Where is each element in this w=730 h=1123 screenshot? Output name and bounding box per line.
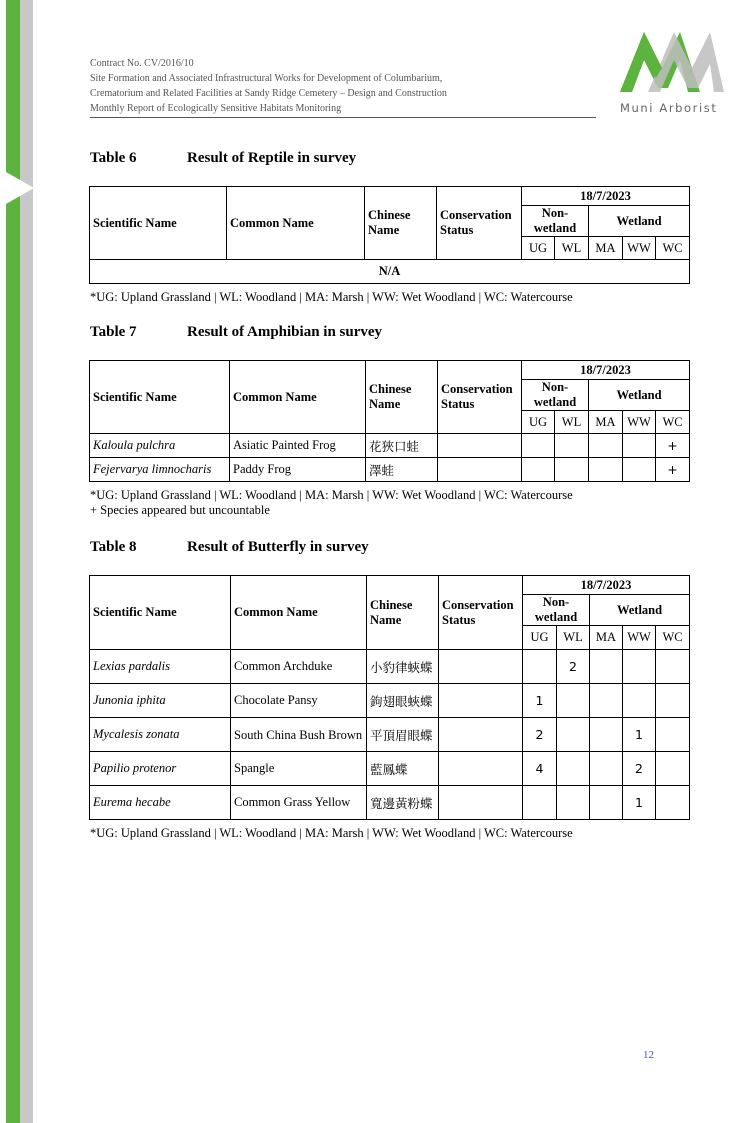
count-ma-cell <box>589 434 623 458</box>
count-ug-cell <box>523 650 557 684</box>
table-8-caption <box>90 539 369 556</box>
butterfly-table <box>89 575 690 820</box>
col-common-name: Common Name <box>230 361 366 434</box>
col-survey-date: 18/7/2023 <box>522 187 690 206</box>
scientific-name-cell: Fejervarya limnocharis <box>90 458 230 482</box>
count-wc-cell <box>656 650 690 684</box>
common-name-cell: Paddy Frog <box>230 458 366 482</box>
no-records-cell: N/A <box>90 260 690 284</box>
col-survey-date: 18/7/2023 <box>522 361 690 380</box>
count-wl-cell <box>555 434 589 458</box>
count-ww-cell: 1 <box>623 718 656 752</box>
conservation-status-cell <box>439 752 523 786</box>
table-6-number: Table 6 <box>90 150 137 166</box>
left-green-stripe <box>6 0 20 1123</box>
col-wl: WL <box>555 411 589 434</box>
count-wl-cell <box>557 752 590 786</box>
reptile-table <box>89 186 690 284</box>
scientific-name-cell: Junonia iphita <box>90 684 231 718</box>
common-name-cell: Common Grass Yellow <box>231 786 367 820</box>
count-ug-cell: 4 <box>523 752 557 786</box>
chinese-name-cell: 小豹律蛺蝶 <box>367 650 439 684</box>
col-scientific-name: Scientific Name <box>90 361 230 434</box>
scientific-name-cell: Eurema hecabe <box>90 786 231 820</box>
col-ma: MA <box>590 626 623 650</box>
col-wl: WL <box>555 237 589 260</box>
col-scientific-name: Scientific Name <box>90 187 227 260</box>
col-conservation-status: Conservation Status <box>438 361 522 434</box>
count-ma-cell <box>590 684 623 718</box>
report-title: Monthly Report of Ecologically Sensitive Habitats Monitoring <box>90 103 342 114</box>
count-wc-cell <box>656 718 690 752</box>
col-non-wetland: Non-wetland <box>523 595 590 626</box>
col-ug: UG <box>522 237 555 260</box>
count-wl-cell <box>557 786 590 820</box>
chinese-name-cell: 鉤翅眼蛺蝶 <box>367 684 439 718</box>
table-7-legend: *UG: Upland Grassland | WL: Woodland | MA: Marsh | WW: Wet Woodland | WC: Watercourse <box>90 488 573 502</box>
project-title-line-2: Crematorium and Related Facilities at Sandy Ridge Cemetery – Design and Construction <box>90 88 447 99</box>
count-ma-cell <box>589 458 623 482</box>
count-ww-cell <box>623 684 656 718</box>
project-title-line-1: Site Formation and Associated Infrastructural Works for Development of Columbarium, <box>90 73 443 84</box>
col-wetland: Wetland <box>589 380 690 411</box>
count-ww-cell: 1 <box>623 786 656 820</box>
left-grey-stripe <box>20 0 33 1123</box>
uncountable-note: + Species appeared but uncountable <box>90 503 270 517</box>
col-wc: WC <box>656 411 690 434</box>
conservation-status-cell <box>438 458 522 482</box>
col-ww: WW <box>623 626 656 650</box>
amphibian-table <box>89 360 690 482</box>
col-ma: MA <box>589 237 623 260</box>
count-wl-cell <box>557 684 590 718</box>
col-conservation-status: Conservation Status <box>437 187 522 260</box>
count-ug-cell: 2 <box>523 718 557 752</box>
count-wc-cell <box>656 684 690 718</box>
count-ww-cell <box>623 650 656 684</box>
conservation-status-cell <box>438 434 522 458</box>
col-ww: WW <box>623 237 656 260</box>
col-wetland: Wetland <box>589 206 690 237</box>
count-wl-cell <box>555 458 589 482</box>
table-6-title: Result of Reptile in survey <box>187 150 357 166</box>
col-ug: UG <box>523 626 557 650</box>
count-ma-cell <box>590 752 623 786</box>
col-chinese-name: Chinese Name <box>366 361 438 434</box>
conservation-status-cell <box>439 786 523 820</box>
table-6-legend: *UG: Upland Grassland | WL: Woodland | MA: Marsh | WW: Wet Woodland | WC: Watercourse <box>90 290 573 304</box>
chinese-name-cell: 寬邊黃粉蝶 <box>367 786 439 820</box>
scientific-name-cell: Lexias pardalis <box>90 650 231 684</box>
contract-number: Contract No. CV/2016/10 <box>90 58 194 69</box>
col-common-name: Common Name <box>231 576 367 650</box>
count-ma-cell <box>590 650 623 684</box>
table-7-title: Result of Amphibian in survey <box>187 324 383 340</box>
count-wc-cell: + <box>656 434 690 458</box>
common-name-cell: Common Archduke <box>231 650 367 684</box>
col-wc: WC <box>656 626 690 650</box>
table-row <box>90 684 690 718</box>
common-name-cell: South China Bush Brown <box>231 718 367 752</box>
table-8-legend: *UG: Upland Grassland | WL: Woodland | MA: Marsh | WW: Wet Woodland | WC: Watercourse <box>90 826 573 840</box>
page-number: 12 <box>643 1049 654 1061</box>
common-name-cell: Chocolate Pansy <box>231 684 367 718</box>
count-wc-cell <box>656 786 690 820</box>
table-row <box>90 434 690 458</box>
count-wl-cell: 2 <box>557 650 590 684</box>
stripe-notch <box>6 172 34 204</box>
col-chinese-name: Chinese Name <box>367 576 439 650</box>
col-ug: UG <box>522 411 555 434</box>
count-ug-cell <box>522 434 555 458</box>
table-row <box>90 786 690 820</box>
col-ww: WW <box>623 411 656 434</box>
col-ma: MA <box>589 411 623 434</box>
table-8-title: Result of Butterfly in survey <box>187 539 369 555</box>
table-row <box>90 718 690 752</box>
count-ug-cell <box>523 786 557 820</box>
table-row <box>90 650 690 684</box>
col-survey-date: 18/7/2023 <box>523 576 690 595</box>
col-scientific-name: Scientific Name <box>90 576 231 650</box>
conservation-status-cell <box>439 718 523 752</box>
count-ma-cell <box>590 718 623 752</box>
common-name-cell: Spangle <box>231 752 367 786</box>
count-ug-cell <box>522 458 555 482</box>
table-8-number: Table 8 <box>90 539 137 555</box>
conservation-status-cell <box>439 684 523 718</box>
count-ug-cell: 1 <box>523 684 557 718</box>
scientific-name-cell: Mycalesis zonata <box>90 718 231 752</box>
col-chinese-name: Chinese Name <box>365 187 437 260</box>
table-7-caption <box>90 324 382 341</box>
count-wc-cell <box>656 752 690 786</box>
chinese-name-cell: 花狹口蛙 <box>366 434 438 458</box>
col-non-wetland: Non-wetland <box>522 380 589 411</box>
count-wl-cell <box>557 718 590 752</box>
count-ww-cell <box>623 458 656 482</box>
col-wetland: Wetland <box>590 595 690 626</box>
table-row <box>90 752 690 786</box>
scientific-name-cell: Papilio protenor <box>90 752 231 786</box>
chinese-name-cell: 藍鳳蝶 <box>367 752 439 786</box>
conservation-status-cell <box>439 650 523 684</box>
chinese-name-cell: 澤蛙 <box>366 458 438 482</box>
logo-wordmark: Muni Arborist <box>620 101 718 115</box>
chinese-name-cell: 平頂眉眼蝶 <box>367 718 439 752</box>
col-conservation-status: Conservation Status <box>439 576 523 650</box>
col-wc: WC <box>656 237 690 260</box>
table-7-number: Table 7 <box>90 324 137 340</box>
col-common-name: Common Name <box>227 187 365 260</box>
count-ww-cell: 2 <box>623 752 656 786</box>
count-wc-cell: + <box>656 458 690 482</box>
count-ma-cell <box>590 786 623 820</box>
table-6-caption <box>90 150 356 167</box>
col-non-wetland: Non-wetland <box>522 206 589 237</box>
scientific-name-cell: Kaloula pulchra <box>90 434 230 458</box>
col-wl: WL <box>557 626 590 650</box>
document-header <box>90 56 596 118</box>
table-row <box>90 458 690 482</box>
count-ww-cell <box>623 434 656 458</box>
common-name-cell: Asiatic Painted Frog <box>230 434 366 458</box>
